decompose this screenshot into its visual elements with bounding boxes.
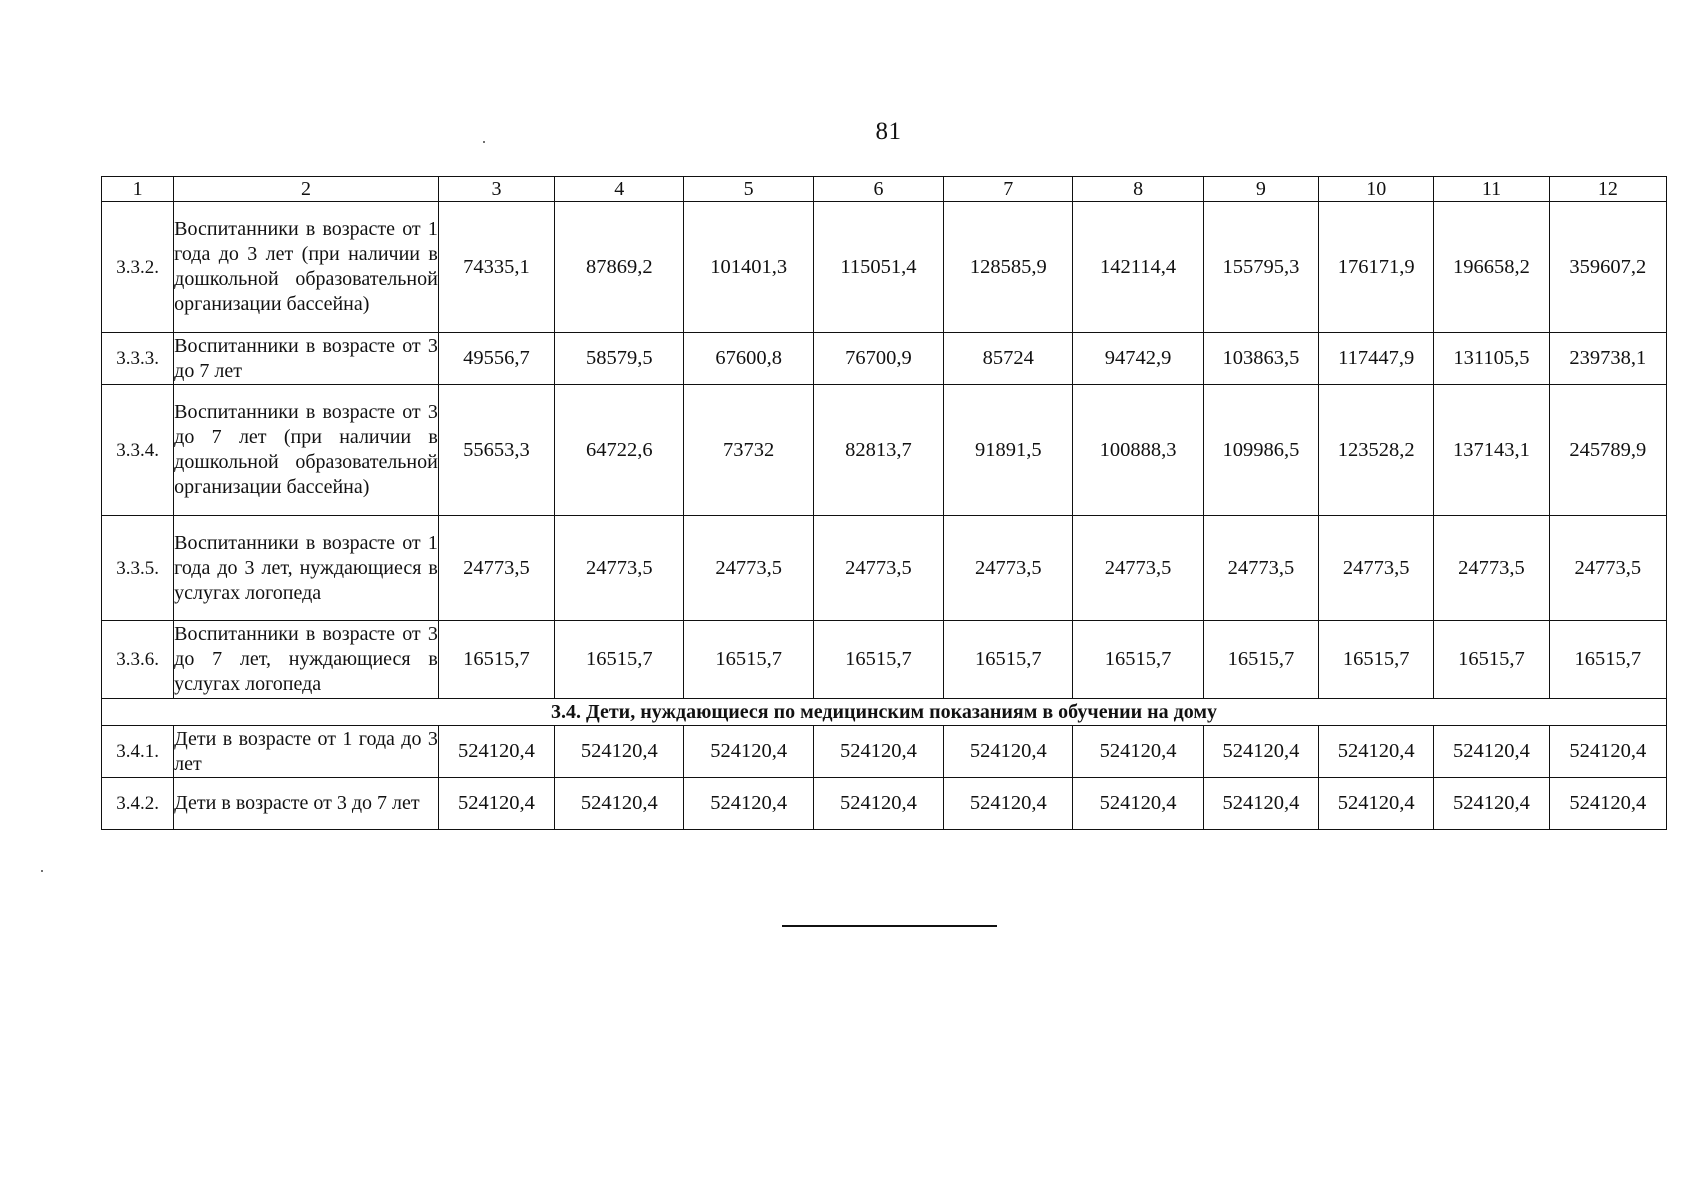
row-description: Воспитанники в возрасте от 1 года до 3 лет (при наличии в дошкольной образовательной организации бассейна) bbox=[174, 202, 439, 333]
row-code: 3.3.3. bbox=[102, 333, 174, 385]
value-cell: 85724 bbox=[944, 333, 1073, 385]
value-cell: 73732 bbox=[684, 385, 813, 516]
value-cell: 524120,4 bbox=[555, 726, 684, 778]
scan-speck bbox=[41, 870, 43, 872]
value-cell: 524120,4 bbox=[813, 778, 943, 830]
column-header: 2 bbox=[174, 177, 439, 202]
table-row bbox=[102, 778, 1667, 830]
row-description: Воспитанники в возрасте от 3 до 7 лет, нуждающиеся в услугах логопеда bbox=[174, 621, 439, 699]
value-cell: 16515,7 bbox=[1434, 621, 1549, 699]
value-cell: 176171,9 bbox=[1319, 202, 1434, 333]
value-cell: 16515,7 bbox=[1073, 621, 1203, 699]
value-cell: 524120,4 bbox=[1319, 726, 1434, 778]
row-description: Дети в возрасте от 3 до 7 лет bbox=[174, 778, 439, 830]
column-header: 3 bbox=[438, 177, 554, 202]
value-cell: 123528,2 bbox=[1319, 385, 1434, 516]
row-code: 3.3.4. bbox=[102, 385, 174, 516]
value-cell: 24773,5 bbox=[944, 516, 1073, 621]
value-cell: 24773,5 bbox=[813, 516, 943, 621]
value-cell: 131105,5 bbox=[1434, 333, 1549, 385]
value-cell: 524120,4 bbox=[1203, 778, 1318, 830]
value-cell: 16515,7 bbox=[944, 621, 1073, 699]
row-code: 3.3.2. bbox=[102, 202, 174, 333]
column-header: 10 bbox=[1319, 177, 1434, 202]
value-cell: 64722,6 bbox=[555, 385, 684, 516]
value-cell: 55653,3 bbox=[438, 385, 554, 516]
value-cell: 101401,3 bbox=[684, 202, 813, 333]
value-cell: 524120,4 bbox=[1203, 726, 1318, 778]
value-cell: 94742,9 bbox=[1073, 333, 1203, 385]
value-cell: 524120,4 bbox=[1319, 778, 1434, 830]
column-header: 12 bbox=[1549, 177, 1666, 202]
value-cell: 16515,7 bbox=[1319, 621, 1434, 699]
value-cell: 524120,4 bbox=[684, 726, 813, 778]
value-cell: 109986,5 bbox=[1203, 385, 1318, 516]
value-cell: 359607,2 bbox=[1549, 202, 1666, 333]
column-header: 11 bbox=[1434, 177, 1549, 202]
row-description: Воспитанники в возрасте от 1 года до 3 лет, нуждающиеся в услугах логопеда bbox=[174, 516, 439, 621]
value-cell: 117447,9 bbox=[1319, 333, 1434, 385]
value-cell: 128585,9 bbox=[944, 202, 1073, 333]
table-row bbox=[102, 385, 1667, 516]
closing-rule bbox=[782, 925, 997, 927]
column-header: 6 bbox=[813, 177, 943, 202]
value-cell: 155795,3 bbox=[1203, 202, 1318, 333]
value-cell: 115051,4 bbox=[813, 202, 943, 333]
value-cell: 76700,9 bbox=[813, 333, 943, 385]
value-cell: 100888,3 bbox=[1073, 385, 1203, 516]
value-cell: 103863,5 bbox=[1203, 333, 1318, 385]
value-cell: 24773,5 bbox=[1073, 516, 1203, 621]
table-row bbox=[102, 516, 1667, 621]
table-row bbox=[102, 621, 1667, 699]
page-number: 81 bbox=[875, 118, 902, 145]
value-cell: 142114,4 bbox=[1073, 202, 1203, 333]
value-cell: 87869,2 bbox=[555, 202, 684, 333]
value-cell: 524120,4 bbox=[1073, 726, 1203, 778]
column-header: 1 bbox=[102, 177, 174, 202]
value-cell: 67600,8 bbox=[684, 333, 813, 385]
value-cell: 16515,7 bbox=[555, 621, 684, 699]
section-title: 3.4. Дети, нуждающиеся по медицинским показаниям в обучении на дому bbox=[102, 699, 1667, 726]
value-cell: 16515,7 bbox=[1549, 621, 1666, 699]
value-cell: 16515,7 bbox=[813, 621, 943, 699]
table-row bbox=[102, 333, 1667, 385]
column-number-row bbox=[102, 177, 1667, 202]
value-cell: 239738,1 bbox=[1549, 333, 1666, 385]
value-cell: 524120,4 bbox=[555, 778, 684, 830]
value-cell: 24773,5 bbox=[555, 516, 684, 621]
value-cell: 16515,7 bbox=[1203, 621, 1318, 699]
value-cell: 24773,5 bbox=[684, 516, 813, 621]
value-cell: 16515,7 bbox=[438, 621, 554, 699]
row-code: 3.4.1. bbox=[102, 726, 174, 778]
row-code: 3.4.2. bbox=[102, 778, 174, 830]
column-header: 7 bbox=[944, 177, 1073, 202]
value-cell: 524120,4 bbox=[1549, 778, 1666, 830]
row-description: Дети в возрасте от 1 года до 3 лет bbox=[174, 726, 439, 778]
column-header: 4 bbox=[555, 177, 684, 202]
value-cell: 24773,5 bbox=[1434, 516, 1549, 621]
value-cell: 16515,7 bbox=[684, 621, 813, 699]
value-cell: 24773,5 bbox=[1319, 516, 1434, 621]
table-row bbox=[102, 726, 1667, 778]
value-cell: 58579,5 bbox=[555, 333, 684, 385]
value-cell: 24773,5 bbox=[1203, 516, 1318, 621]
value-cell: 524120,4 bbox=[1434, 778, 1549, 830]
value-cell: 524120,4 bbox=[1549, 726, 1666, 778]
column-header: 9 bbox=[1203, 177, 1318, 202]
value-cell: 524120,4 bbox=[438, 778, 554, 830]
value-cell: 524120,4 bbox=[1434, 726, 1549, 778]
value-cell: 24773,5 bbox=[1549, 516, 1666, 621]
value-cell: 137143,1 bbox=[1434, 385, 1549, 516]
value-cell: 524120,4 bbox=[438, 726, 554, 778]
value-cell: 524120,4 bbox=[1073, 778, 1203, 830]
value-cell: 74335,1 bbox=[438, 202, 554, 333]
tariff-table bbox=[101, 176, 1667, 830]
section-row bbox=[102, 699, 1667, 726]
value-cell: 49556,7 bbox=[438, 333, 554, 385]
value-cell: 24773,5 bbox=[438, 516, 554, 621]
table-row bbox=[102, 202, 1667, 333]
value-cell: 524120,4 bbox=[944, 726, 1073, 778]
value-cell: 245789,9 bbox=[1549, 385, 1666, 516]
value-cell: 196658,2 bbox=[1434, 202, 1549, 333]
row-code: 3.3.5. bbox=[102, 516, 174, 621]
column-header: 5 bbox=[684, 177, 813, 202]
row-code: 3.3.6. bbox=[102, 621, 174, 699]
row-description: Воспитанники в возрасте от 3 до 7 лет (при наличии в дошкольной образовательной организации бассейна) bbox=[174, 385, 439, 516]
value-cell: 91891,5 bbox=[944, 385, 1073, 516]
row-description: Воспитанники в возрасте от 3 до 7 лет bbox=[174, 333, 439, 385]
value-cell: 524120,4 bbox=[944, 778, 1073, 830]
column-header: 8 bbox=[1073, 177, 1203, 202]
value-cell: 524120,4 bbox=[813, 726, 943, 778]
value-cell: 82813,7 bbox=[813, 385, 943, 516]
scan-speck bbox=[483, 141, 485, 143]
value-cell: 524120,4 bbox=[684, 778, 813, 830]
